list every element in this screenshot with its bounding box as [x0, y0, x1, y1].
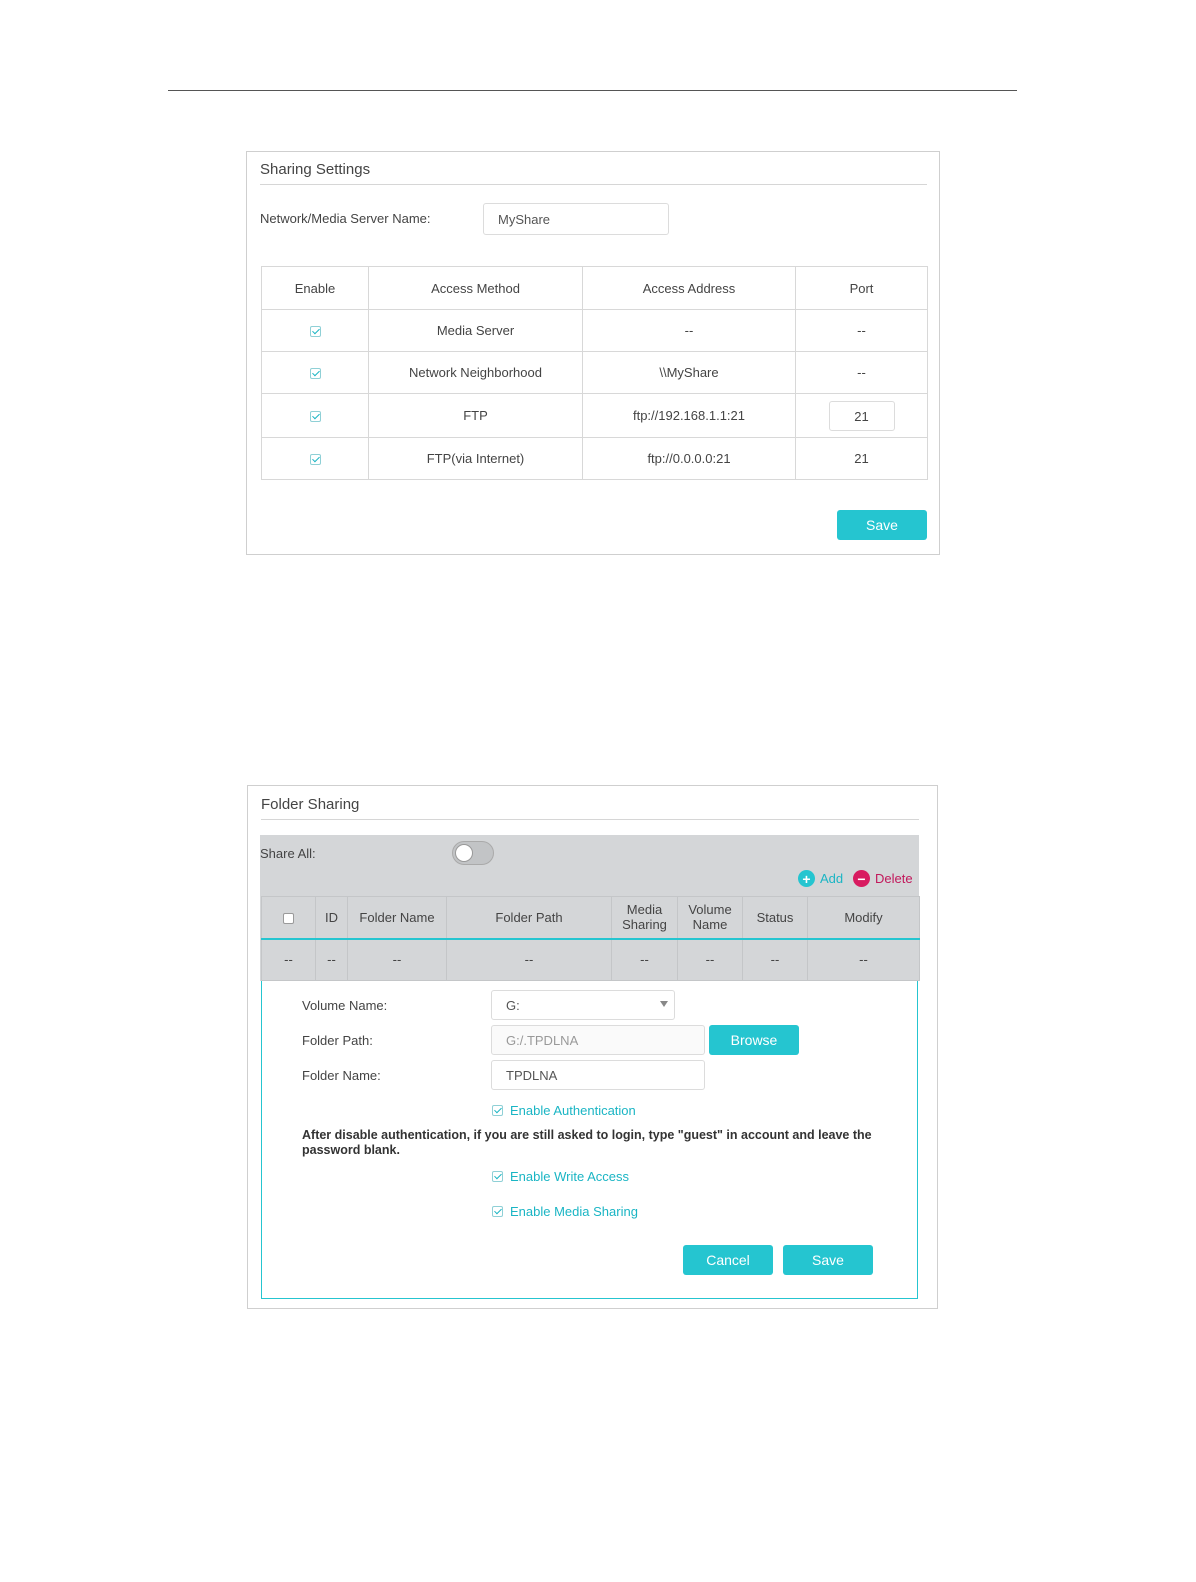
title-divider: [260, 184, 927, 185]
add-label: Add: [820, 871, 844, 886]
column-header-id: ID: [316, 897, 348, 939]
folder-path-label: Folder Path:: [302, 1033, 373, 1048]
column-header-port: Port: [796, 267, 928, 310]
title-divider: [261, 819, 919, 820]
authentication-note: After disable authentication, if you are still asked to login, type "guest" in account and leave the password blank.: [302, 1128, 872, 1157]
folder-name-label: Folder Name:: [302, 1068, 381, 1083]
table-header-row: [262, 267, 928, 310]
folder-sharing-panel: [247, 785, 938, 1309]
column-header-folder-name: Folder Name: [348, 897, 447, 939]
row-cell: --: [678, 939, 743, 981]
volume-name-select[interactable]: [491, 990, 675, 1020]
port-cell: --: [796, 352, 928, 394]
table-row: [262, 438, 928, 480]
enable-write-access-option[interactable]: [492, 1169, 629, 1184]
save-button[interactable]: Save: [837, 510, 927, 540]
enable-media-sharing-checkbox[interactable]: [492, 1206, 503, 1217]
access-method-cell: FTP: [369, 394, 583, 438]
folder-edit-form: [261, 981, 918, 1299]
column-header-media-sharing: Media Sharing: [612, 897, 678, 939]
access-method-cell: FTP(via Internet): [369, 438, 583, 480]
enable-write-access-checkbox[interactable]: [492, 1171, 503, 1182]
column-header-modify: Modify: [808, 897, 920, 939]
folder-table: [261, 896, 920, 981]
row-cell: --: [808, 939, 920, 981]
table-row: [262, 394, 928, 438]
add-button[interactable]: [798, 870, 843, 887]
folder-name-input[interactable]: TPDLNA: [491, 1060, 705, 1090]
share-all-toggle[interactable]: [452, 841, 494, 865]
delete-label: Delete: [875, 871, 913, 886]
row-cell: --: [262, 939, 316, 981]
enable-checkbox[interactable]: [310, 454, 321, 465]
delete-button[interactable]: [853, 870, 913, 887]
column-header-status: Status: [743, 897, 808, 939]
port-cell: 21: [796, 438, 928, 480]
access-method-cell: Media Server: [369, 310, 583, 352]
select-all-checkbox[interactable]: [283, 913, 294, 924]
row-cell: --: [612, 939, 678, 981]
port-cell: --: [796, 310, 928, 352]
toggle-knob: [455, 844, 473, 862]
access-method-cell: Network Neighborhood: [369, 352, 583, 394]
enable-write-access-label: Enable Write Access: [510, 1169, 629, 1184]
column-header-access-method: Access Method: [369, 267, 583, 310]
table-row: [262, 352, 928, 394]
folder-sharing-title: Folder Sharing: [261, 796, 360, 813]
share-all-label: Share All:: [260, 846, 316, 861]
enable-media-sharing-option[interactable]: [492, 1204, 638, 1219]
table-header-row: [262, 897, 920, 939]
minus-icon: −: [853, 870, 870, 887]
browse-button[interactable]: Browse: [709, 1025, 799, 1055]
folder-path-input[interactable]: G:/.TPDLNA: [491, 1025, 705, 1055]
enable-authentication-option[interactable]: [492, 1103, 636, 1118]
column-header-access-address: Access Address: [583, 267, 796, 310]
plus-icon: +: [798, 870, 815, 887]
volume-name-value: G:: [506, 997, 520, 1013]
sharing-settings-title: Sharing Settings: [260, 161, 371, 178]
server-name-input[interactable]: MyShare: [483, 203, 669, 235]
table-row: [262, 310, 928, 352]
enable-checkbox[interactable]: [310, 368, 321, 379]
enable-authentication-checkbox[interactable]: [492, 1105, 503, 1116]
column-header-enable: Enable: [262, 267, 369, 310]
row-cell: --: [348, 939, 447, 981]
server-name-label: Network/Media Server Name:: [260, 211, 431, 226]
enable-media-sharing-label: Enable Media Sharing: [510, 1204, 638, 1219]
row-cell: --: [316, 939, 348, 981]
sharing-settings-panel: [246, 151, 940, 555]
enable-authentication-label: Enable Authentication: [510, 1103, 636, 1118]
cancel-button[interactable]: Cancel: [683, 1245, 773, 1275]
column-header-folder-path: Folder Path: [447, 897, 612, 939]
access-methods-table: [261, 266, 928, 480]
access-address-cell: --: [583, 310, 796, 352]
enable-checkbox[interactable]: [310, 326, 321, 337]
access-address-cell: \\MyShare: [583, 352, 796, 394]
column-header-volume-name: Volume Name: [678, 897, 743, 939]
access-address-cell: ftp://0.0.0.0:21: [583, 438, 796, 480]
table-row: [262, 939, 920, 981]
dropdown-arrow-icon: [660, 1001, 668, 1007]
enable-checkbox[interactable]: [310, 411, 321, 422]
access-address-cell: ftp://192.168.1.1:21: [583, 394, 796, 438]
page-top-rule: [168, 90, 1017, 91]
save-button[interactable]: Save: [783, 1245, 873, 1275]
ftp-port-input[interactable]: 21: [829, 401, 895, 431]
row-cell: --: [447, 939, 612, 981]
volume-name-label: Volume Name:: [302, 998, 388, 1013]
row-cell: --: [743, 939, 808, 981]
